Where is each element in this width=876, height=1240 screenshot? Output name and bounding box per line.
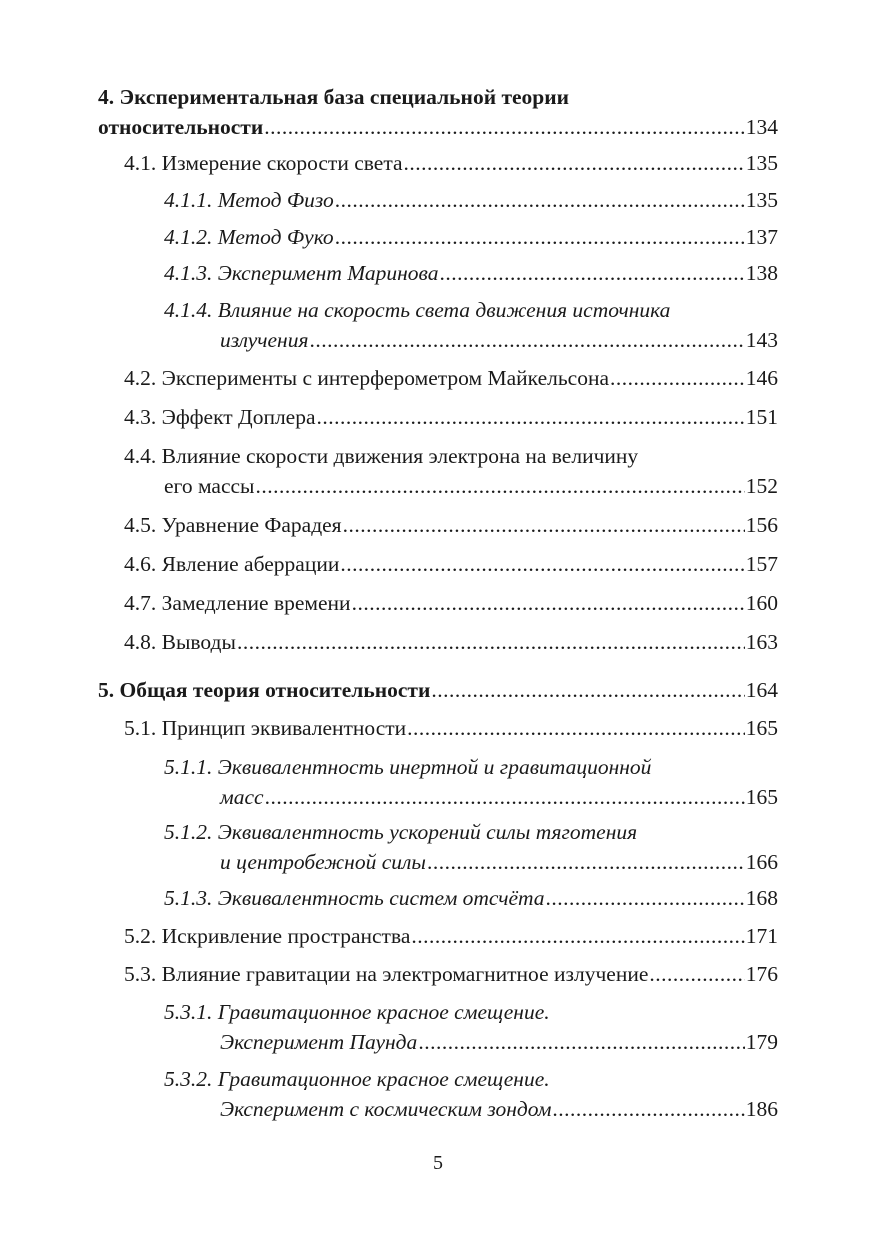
- toc-subsection-5-1-1[interactable]: [164, 752, 778, 812]
- dot-leader: [340, 549, 744, 579]
- dot-leader: [343, 510, 745, 540]
- dot-leader: [546, 883, 745, 913]
- toc-page-number: 152: [745, 474, 778, 498]
- toc-title-line: [98, 82, 778, 112]
- dot-leader: [431, 675, 744, 705]
- toc-page-number: 166: [745, 850, 778, 874]
- toc-title: 4.1.1. Метод Физо: [164, 188, 334, 212]
- toc-title: относительности: [98, 115, 264, 139]
- dot-leader: [265, 782, 745, 812]
- toc-title: 4.1.4. Влияние на скорость света движения источника: [164, 298, 671, 322]
- toc-subsection-4-1-4[interactable]: [164, 295, 778, 355]
- toc-title: Эксперимент с космическим зондом: [220, 1097, 552, 1121]
- toc-page-number: 137: [745, 225, 778, 249]
- toc-title: 4.7. Замедление времени: [124, 591, 351, 615]
- toc-title: и центробежной силы: [220, 850, 426, 874]
- dot-leader: [309, 325, 744, 355]
- toc-page-number: 143: [745, 328, 778, 352]
- toc-page-number: 146: [745, 366, 778, 390]
- toc-title: 4.8. Выводы: [124, 630, 236, 654]
- toc-page-number: 164: [745, 678, 778, 702]
- toc-page-number: 151: [745, 405, 778, 429]
- toc-page-number: 176: [745, 962, 778, 986]
- toc-title: 5.3.2. Гравитационное красное смещение.: [164, 1067, 550, 1091]
- toc-page-number: 134: [745, 115, 778, 139]
- toc-subsection-5-1-3[interactable]: [164, 883, 778, 913]
- page-number: 5: [433, 1152, 443, 1174]
- dot-leader: [335, 222, 745, 252]
- toc-section-5-3[interactable]: [124, 959, 778, 989]
- toc-subsection-4-1-3[interactable]: [164, 258, 778, 288]
- toc-page-number: 157: [745, 552, 778, 576]
- dot-leader: [335, 185, 745, 215]
- toc-subsection-4-1-1[interactable]: [164, 185, 778, 215]
- toc-title: 4.5. Уравнение Фарадея: [124, 513, 342, 537]
- toc-section-4-1[interactable]: [124, 148, 778, 178]
- toc-page-number: 163: [745, 630, 778, 654]
- dot-leader: [418, 1027, 744, 1057]
- toc-subsection-4-1-2[interactable]: [164, 222, 778, 252]
- toc-title: его массы: [164, 474, 255, 498]
- toc-title: 4.4. Влияние скорости движения электрона на величину: [124, 444, 639, 468]
- toc-section-4-4[interactable]: [124, 441, 778, 501]
- toc-title: масс: [220, 785, 264, 809]
- toc-page-number: 171: [745, 924, 778, 948]
- toc-title: 4.1. Измерение скорости света: [124, 151, 403, 175]
- toc-title: излучения: [220, 328, 309, 352]
- dot-leader: [264, 112, 744, 142]
- toc-page-number: 156: [745, 513, 778, 537]
- toc-title: 4.3. Эффект Доплера: [124, 405, 316, 429]
- dot-leader: [610, 363, 745, 393]
- toc-subsection-5-1-2[interactable]: [164, 817, 778, 877]
- toc-section-4-7[interactable]: [124, 588, 778, 618]
- dot-leader: [649, 959, 744, 989]
- dot-leader: [237, 627, 745, 657]
- dot-leader: [427, 847, 745, 877]
- toc-section-4-5[interactable]: [124, 510, 778, 540]
- toc-page-number: 135: [745, 151, 778, 175]
- dot-leader: [352, 588, 745, 618]
- toc-section-4-3[interactable]: [124, 402, 778, 432]
- toc-title: 5.2. Искривление пространства: [124, 924, 411, 948]
- toc-title: 5.1. Принцип эквивалентности: [124, 716, 407, 740]
- toc-title: 5.3. Влияние гравитации на электромагнитное излучение: [124, 962, 649, 986]
- dot-leader: [255, 471, 744, 501]
- toc-section-4-2[interactable]: [124, 363, 778, 393]
- toc-section-5-2[interactable]: [124, 921, 778, 951]
- toc-section-4-8[interactable]: [124, 627, 778, 657]
- toc-title: 4. Экспериментальная база специальной теории: [98, 85, 570, 109]
- dot-leader: [404, 148, 745, 178]
- toc-title: 5.1.2. Эквивалентность ускорений силы тяготения: [164, 820, 638, 844]
- dot-leader: [317, 402, 745, 432]
- toc-page-number: 135: [745, 188, 778, 212]
- toc-title: 4.6. Явление аберрации: [124, 552, 340, 576]
- toc-page-number: 165: [745, 785, 778, 809]
- toc-title: 4.1.2. Метод Фуко: [164, 225, 334, 249]
- toc-subsection-5-3-2[interactable]: [164, 1064, 778, 1124]
- toc-chapter-4[interactable]: [98, 82, 778, 142]
- toc-subsection-5-3-1[interactable]: [164, 997, 778, 1057]
- toc-title: 5.1.1. Эквивалентность инертной и гравитационной: [164, 755, 652, 779]
- toc-section-5-1[interactable]: [124, 713, 778, 743]
- toc-title: 5.3.1. Гравитационное красное смещение.: [164, 1000, 550, 1024]
- toc-title: 4.1.3. Эксперимент Маринова: [164, 261, 439, 285]
- dot-leader: [439, 258, 744, 288]
- toc-title: Эксперимент Паунда: [220, 1030, 418, 1054]
- toc-page-number: 186: [745, 1097, 778, 1121]
- toc-title: 4.2. Эксперименты с интерферометром Майкельсона: [124, 366, 609, 390]
- toc-page-number: 179: [745, 1030, 778, 1054]
- toc-page-number: 168: [745, 886, 778, 910]
- toc-page-number: 165: [745, 716, 778, 740]
- toc-page-number: 160: [745, 591, 778, 615]
- toc-page-number: 138: [745, 261, 778, 285]
- dot-leader: [407, 713, 745, 743]
- toc-title: 5. Общая теория относительности: [98, 678, 431, 702]
- dot-leader: [552, 1094, 744, 1124]
- dot-leader: [411, 921, 744, 951]
- toc-chapter-5[interactable]: [98, 675, 778, 705]
- toc-title: 5.1.3. Эквивалентность систем отсчёта: [164, 886, 545, 910]
- toc-section-4-6[interactable]: [124, 549, 778, 579]
